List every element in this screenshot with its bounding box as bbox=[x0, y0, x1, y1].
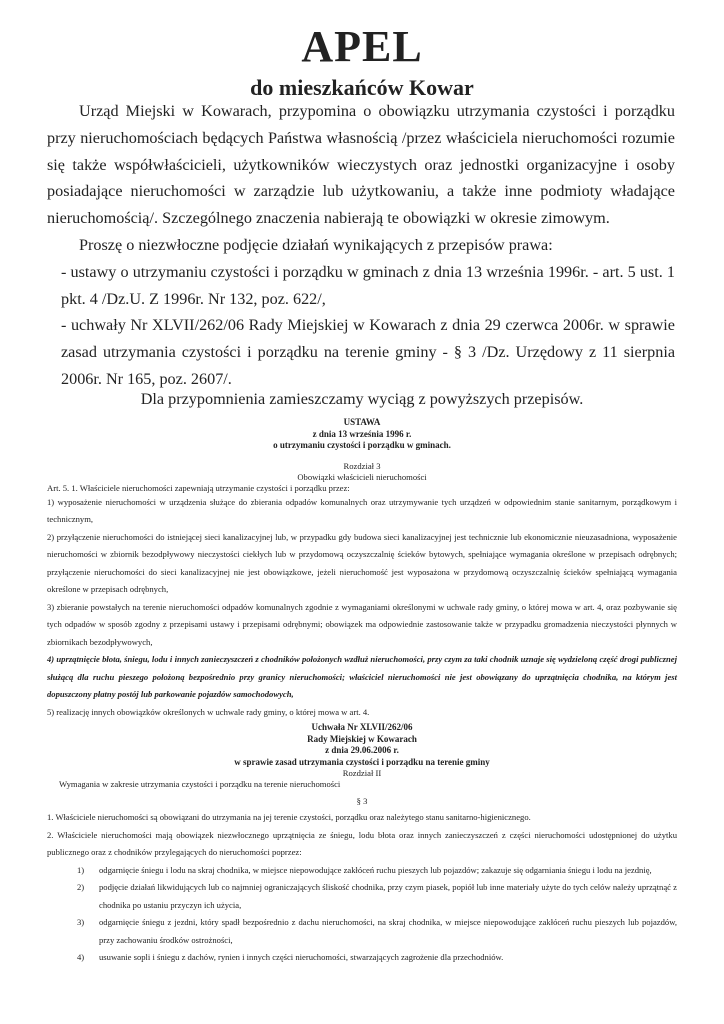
uchwala-section bbox=[47, 722, 677, 967]
intro-paragraph-2: Proszę o niezwłoczne podjęcie działań wynikających z przepisów prawa: bbox=[79, 235, 553, 254]
subpoint-text: odgarnięcie śniegu z jezdni, który spadł bezpośrednio z dachu nieruchomości, na skraj chodnika, w miejsce niepowodujące zakłóceń ruchu pieszych lub pojazdów, przy zachowaniu środków ostrożności, bbox=[99, 917, 677, 945]
uchwala-council: Rady Miejskiej w Kowarach bbox=[307, 733, 417, 744]
subpoint-text: odgarnięcie śniegu i lodu na skraj chodnika, w miejsce niepowodujące zakłóceń ruchu pieszych lub pojazdów; zakazuje się odgarniania śniegu i lodu na jezdnię, bbox=[99, 864, 652, 875]
ustawa-point: 3) zbieranie powstałych na terenie nieruchomości odpadów komunalnych zgodnie z wymaganiami określonymi w uchwale rady gminy, o której mowa w art. 4, oraz pozbywanie się tych odpadów w sposób zgodny z przepisami ustawy i przepisami odrębnymi; obowiązek ma odpowiednie zastosowanie także w przypadku gromadzenia nieczystości płynnych w zbiornikach bezodpływowych, bbox=[47, 601, 677, 647]
ustawa-chapter-title: Obowiązki właścicieli nieruchomości bbox=[297, 471, 427, 482]
legal-basis-item: - ustawy o utrzymaniu czystości i porządku w gminach z dnia 13 września 1996r. - art. 5 ust. 1 pkt. 4 /Dz.U. Z 1996r. Nr 132, poz. 622/, bbox=[61, 262, 675, 308]
uchwala-chapter-title: Wymagania w zakresie utrzymania czystości i porządku na terenie nieruchomości bbox=[59, 779, 341, 789]
uchwala-subject: w sprawie zasad utrzymania czystości i porządku na terenie gminy bbox=[234, 756, 490, 767]
uchwala-subpoint bbox=[47, 862, 677, 880]
subpoint-number: 4) bbox=[77, 952, 85, 962]
uchwala-section-mark: § 3 bbox=[356, 796, 368, 806]
ustawa-heading: USTAWA bbox=[343, 417, 381, 427]
page-title: APEL bbox=[301, 22, 423, 71]
ustawa-section bbox=[47, 417, 677, 721]
ustawa-subject: o utrzymaniu czystości i porządku w gminach. bbox=[273, 440, 451, 450]
uchwala-heading: Uchwała Nr XLVII/262/06 bbox=[311, 722, 413, 732]
legal-basis-list bbox=[47, 259, 675, 393]
subpoint-number: 2) bbox=[77, 882, 85, 892]
reminder-line: Dla przypomnienia zamieszczamy wyciąg z powyższych przepisów. bbox=[140, 390, 584, 408]
page-subtitle: do mieszkańców Kowar bbox=[250, 75, 474, 100]
ustawa-point: 5) realizację innych obowiązków określonych w uchwale rady gminy, o której mowa w art. 4. bbox=[47, 706, 370, 717]
uchwala-date: z dnia 29.06.2006 r. bbox=[325, 745, 399, 755]
subpoint-text: usuwanie sopli i śniegu z dachów, rynien i innych części nieruchomości, stwarzających zagrożenie dla przechodniów. bbox=[99, 952, 504, 962]
intro-paragraph-1: Urząd Miejski w Kowarach, przypomina o obowiązku utrzymania czystości i porządku przy nieruchomościach będących Państwa własnością /przez właściciela nieruchomości rozumie się także współwłaścicieli, użytkowników wieczystych oraz jednostki organizacyjne i osoby posiadające nieruchomości w zarządzie lub użytkowaniu, a także inne podmioty władające nieruchomością/. Szczególnego znaczenia nabierają te obowiązki w okresie zimowym. bbox=[47, 102, 675, 228]
subpoint-number: 3) bbox=[77, 917, 85, 927]
ustawa-date: z dnia 13 września 1996 r. bbox=[312, 428, 412, 439]
intro-section bbox=[47, 98, 675, 393]
uchwala-subpoint bbox=[47, 914, 677, 949]
subpoint-text: podjęcie działań likwidujących lub co najmniej ograniczających śliskość chodnika, przy czym piasek, popiół lub inne materiały użyte do tych celów należy uprzątnąć z chodnika po ustaniu przyczyn ich użycia, bbox=[99, 882, 677, 910]
ustawa-chapter: Rozdział 3 bbox=[343, 460, 381, 471]
uchwala-subpoint bbox=[47, 879, 677, 914]
ustawa-point: 1) wyposażenie nieruchomości w urządzenia służące do zbierania odpadów komunalnych oraz utrzymywanie tych urządzeń w odpowiednim stanie sanitarnym, porządkowym i technicznym, bbox=[47, 496, 677, 524]
ustawa-point-highlighted: 4) uprzątnięcie błota, śniegu, lodu i innych zanieczyszczeń z chodników położonych wzdłuż nieruchomości, przy czym za taki chodnik uznaje się wydzieloną część drogi publicznej służącą dla ruchu pieszego położoną bezpośrednio przy granicy nieruchomości; właściciel nieruchomości nie jest obowiązany do uprzątnięcia chodnika, na którym jest dopuszczony płatny postój lub parkowanie pojazdów samochodowych, bbox=[47, 654, 677, 699]
uchwala-paragraph-2: 2. Właściciele nieruchomości mają obowiązek niezwłocznego uprzątnięcia ze śniegu, lodu błota oraz innych zanieczyszczeń z części nieruchomości udostępnionej do użytku publicznego oraz z chodników przylegających do nieruchomości poprzez: bbox=[47, 829, 677, 857]
ustawa-point: 2) przyłączenie nieruchomości do istniejącej sieci kanalizacyjnej lub, w przypadku gdy budowa sieci kanalizacyjnej jest technicznie lub ekonomicznie nieuzasadniona, wyposażenie nieruchomości w zbiornik bezodpływowy nieczystości ciekłych lub w przydomową oczyszczalnię ścieków bytowych, spełniające wymagania określone w przepisach odrębnych; przyłączenie nieruchomości do sieci kanalizacyjnej nie jest obowiązkowe, jeżeli nieruchomość jest wyposażona w przydomową oczyszczalnię ścieków spełniającą wymagania określone w przepisach odrębnych, bbox=[47, 531, 677, 594]
subpoint-number: 1) bbox=[77, 864, 85, 875]
uchwala-subpoint bbox=[47, 949, 677, 967]
uchwala-paragraph-1: 1. Właściciele nieruchomości są obowiązani do utrzymania na jej terenie czystości, porządku oraz należytego stanu sanitarno-higienicznego. bbox=[47, 812, 531, 822]
ustawa-article: Art. 5. 1. Właściciele nieruchomości zapewniają utrzymanie czystości i porządku przez: bbox=[47, 482, 350, 493]
uchwala-chapter: Rozdział II bbox=[342, 768, 382, 778]
legal-basis-item: - uchwały Nr XLVII/262/06 Rady Miejskiej w Kowarach z dnia 29 czerwca 2006r. w sprawie zasad utrzymania czystości i porządku na terenie gminy - § 3 /Dz. Urzędowy z 11 sierpnia 2006r. Nr 165, poz. 2607/. bbox=[61, 316, 675, 388]
